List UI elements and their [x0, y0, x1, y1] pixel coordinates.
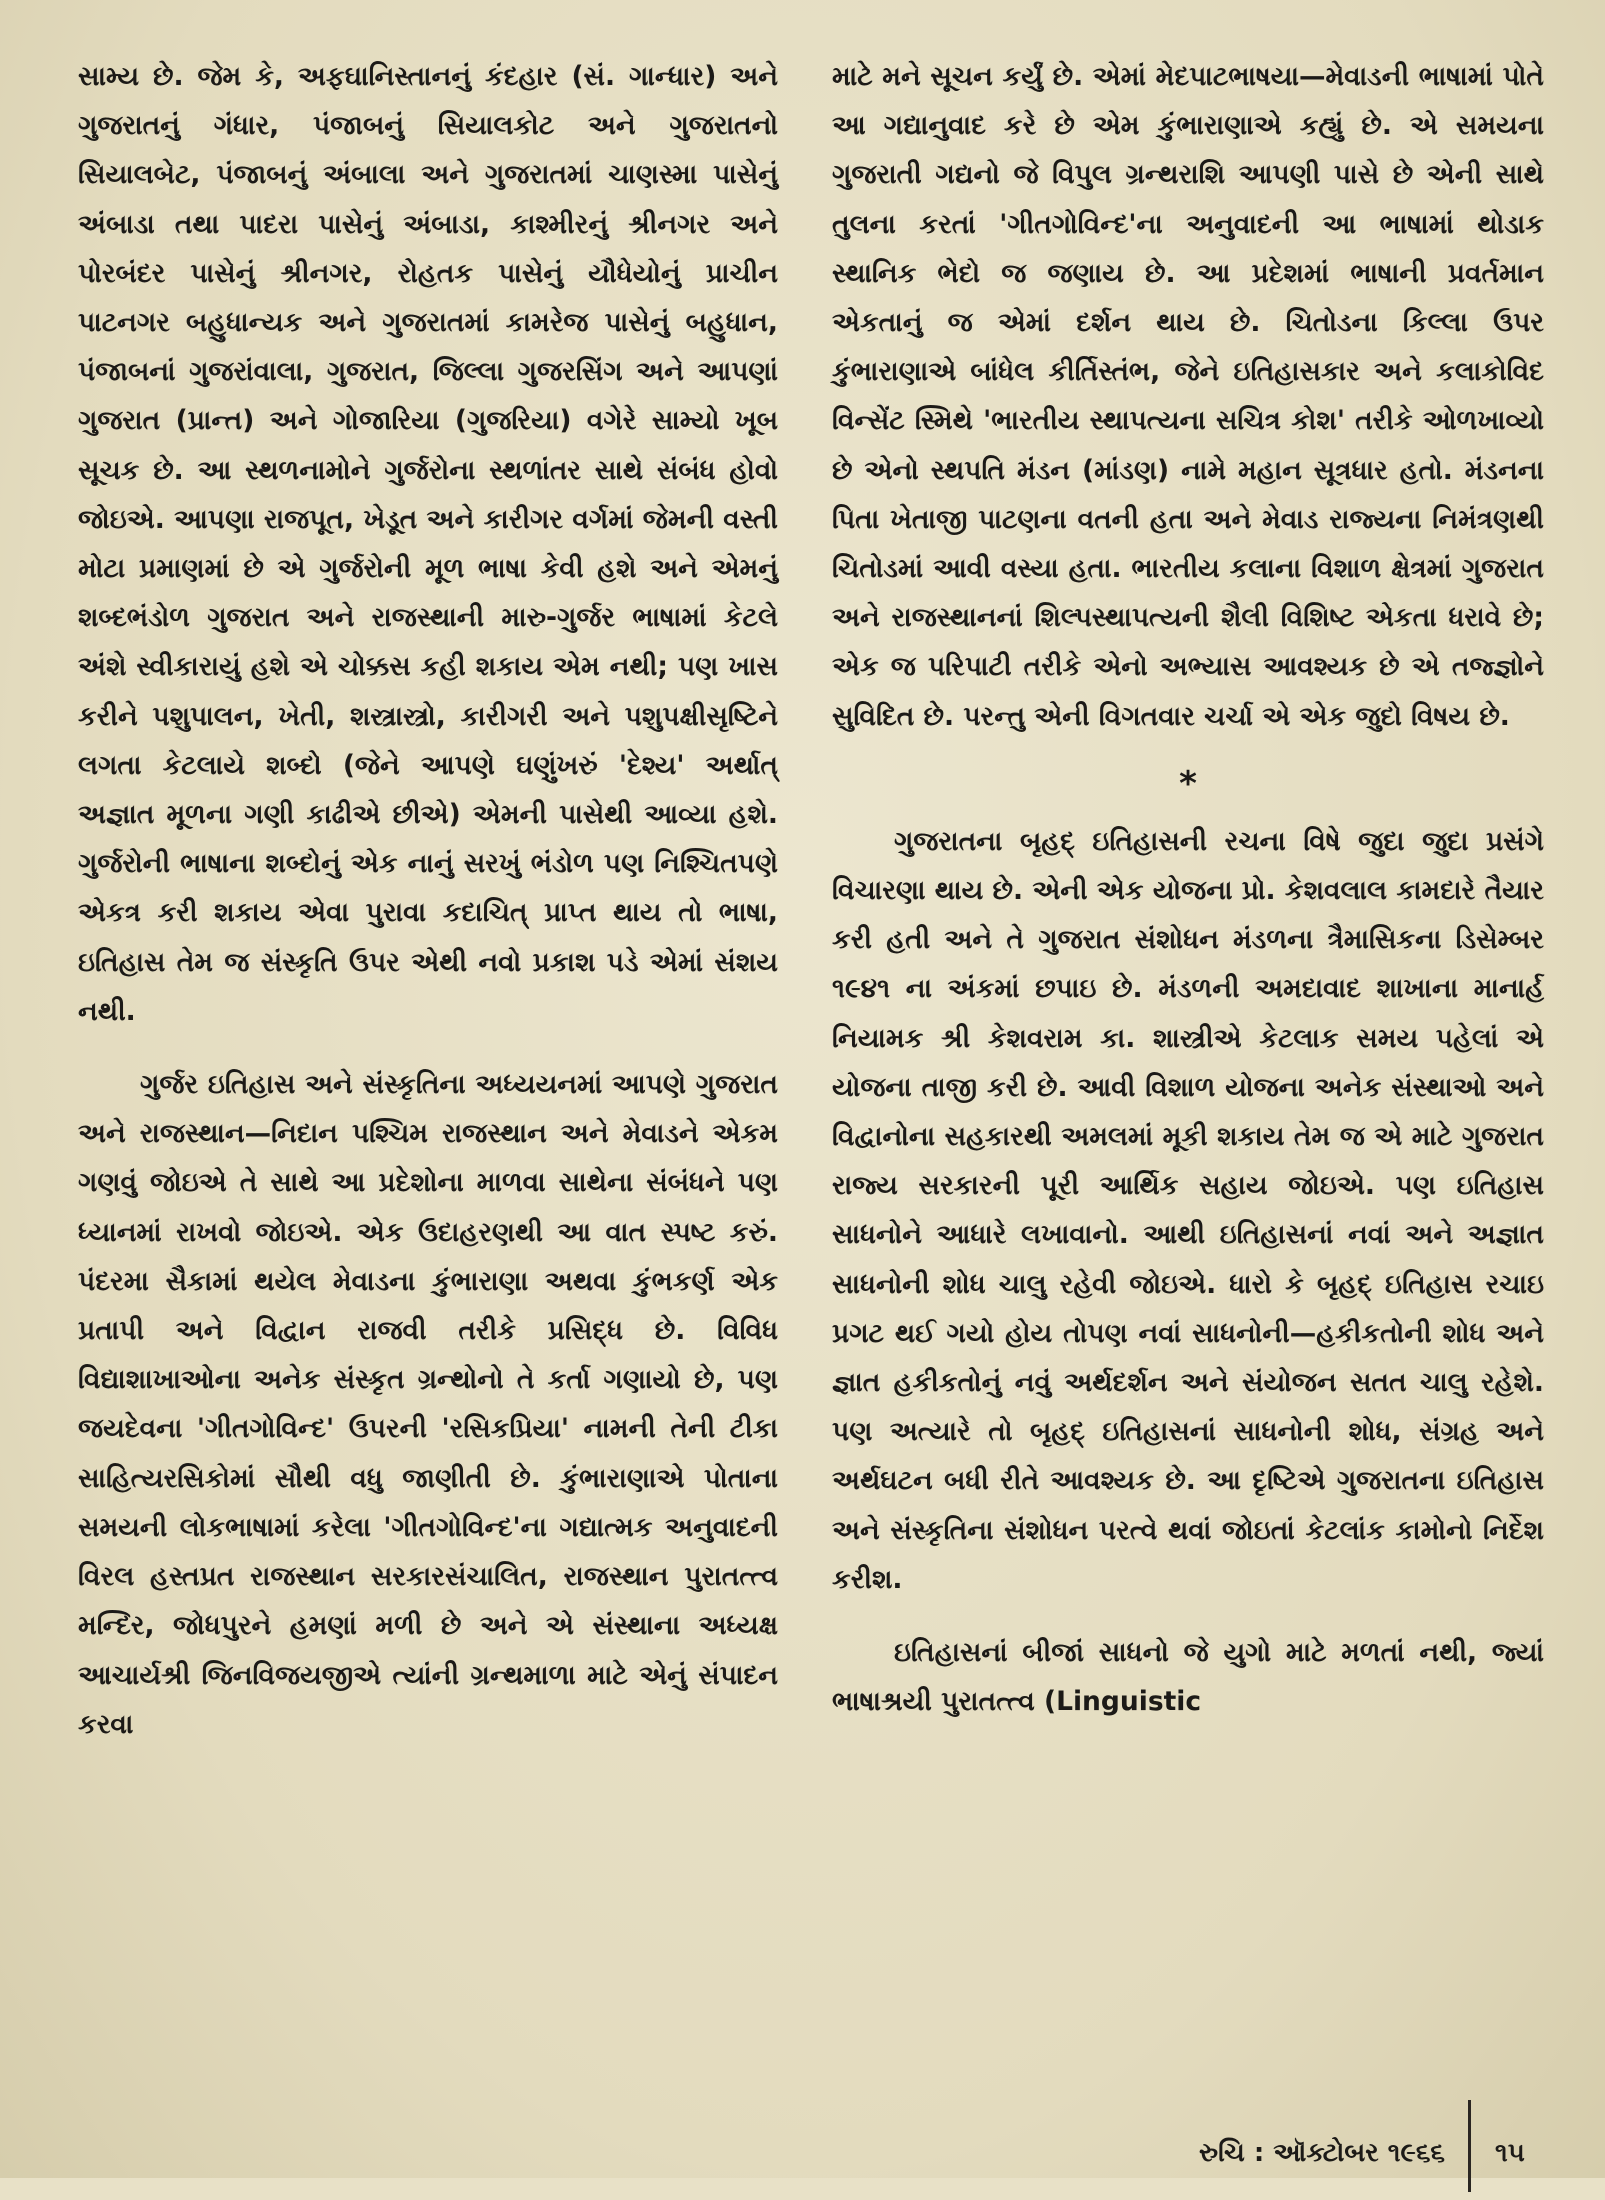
page-footer — [0, 2140, 1605, 2200]
right-column — [832, 52, 1544, 1727]
section-separator: * — [1179, 763, 1197, 804]
paragraph: સામ્ય છે. જેમ કે, અફઘાનિસ્તાનનું કંદહાર (સં. ગાન્ધાર) અને ગુજરાતનું ગંધાર, પંજાબનું સિયાલકોટ અને ગુજરાતનો સિયાલબેટ, પંજાબનું અંબાલા અને ગુજરાતમાં ચાણસ્મા પાસેનું અંબાડા તથા પાદરા પાસેનું અંબાડા, કાશ્મીરનું શ્રીનગર અને પોરબંદર પાસેનું શ્રીનગર, રોહતક પાસેનું યૌધેયોનું પ્રાચીન પાટનગર બહુધાન્યક અને ગુજરાતમાં કામરેજ પાસેનું બહુધાન, પંજાબનાં ગુજરાંવાલા, ગુજરાત, જિલ્લા ગુજરસિંગ અને આપણાં ગુજરાત (પ્રાન્ત) અને ગોજારિયા (ગુજરિયા) વગેરે સામ્યો ખૂબ સૂચક છે. આ સ્થળનામોને ગુર્જરોના સ્થળાંતર સાથે સંબંધ હોવો જોઇએ. આપણા રાજપૂત, ખેડૂત અને કારીગર વર્ગમાં જેમની વસ્તી મોટા પ્રમાણમાં છે એ ગુર્જરોની મૂળ ભાષા કેવી હશે અને એમનું શબ્દભંડોળ ગુજરાત અને રાજસ્થાની મારુ-ગુર્જર ભાષામાં કેટલે અંશે સ્વીકારાયું હશે એ ચોક્કસ કહી શકાય એમ નથી; પણ ખાસ કરીને પશુપાલન, ખેતી, શસ્ત્રાસ્ત્રો, કારીગરી અને પશુપક્ષીસૃષ્ટિને લગતા કેટલાયે શબ્દો (જેને આપણે ઘણુંખરું 'દેશ્ય' અર્થાત્ અજ્ઞાત મૂળના ગણી કાઢીએ છીએ) એમની પાસેથી આવ્યા હશે. ગુર્જરોની ભાષાના શબ્દોનું એક નાનું સરખું ભંડોળ પણ નિશ્ચિતપણે એકત્ર કરી શકાય એવા પુરાવા કદાચિત્ પ્રાપ્ત થાય તો ભાષા, ઇતિહાસ તેમ જ સંસ્કૃતિ ઉપર એથી નવો પ્રકાશ પડે એમાં સંશય નથી. — [78, 61, 778, 1027]
left-column — [78, 52, 778, 1749]
paragraph: ગુર્જર ઇતિહાસ અને સંસ્કૃતિના અધ્યયનમાં આપણે ગુજરાત અને રાજસ્થાન—નિદાન પશ્ચિમ રાજસ્થાન અને મેવાડને એકમ ગણવું જોઇએ તે સાથે આ પ્રદેશોના માળવા સાથેના સંબંધને પણ ધ્યાનમાં રાખવો જોઇએ. એક ઉદાહરણથી આ વાત સ્પષ્ટ કરું. પંદરમા સૈકામાં થયેલ મેવાડના કુંભારાણા અથવા કુંભકર્ણ એક પ્રતાપી અને વિદ્વાન રાજવી તરીકે પ્રસિદ્ધ છે. વિવિધ વિદ્યાશાખાઓના અનેક સંસ્કૃત ગ્રન્થોનો તે કર્તા ગણાયો છે, પણ જયદેવના 'ગીતગોવિન્દ' ઉપરની 'રસિકપ્રિયા' નામની તેની ટીકા સાહિત્યરસિકોમાં સૌથી વધુ જાણીતી છે. કુંભારાણાએ પોતાના સમયની લોકભાષામાં કરેલા 'ગીતગોવિન્દ'ના ગદ્યાત્મક અનુવાદની વિરલ હસ્તપ્રત રાજસ્થાન સરકારસંચાલિત, રાજસ્થાન પુરાતત્ત્વ મન્દિર, જોધપુરને હમણાં મળી છે અને એ સંસ્થાના અધ્યક્ષ આચાર્યશ્રી જિનવિજયજીએ ત્યાંની ગ્રન્થમાળા માટે એનું સંપાદન કરવા — [78, 1069, 778, 1740]
paragraph: ઇતિહાસનાં બીજાં સાધનો જે યુગો માટે મળતાં નથી, જ્યાં ભાષાશ્રયી પુરાતત્ત્વ (Linguistic — [832, 1637, 1544, 1718]
footer-publication: રુચિ : ઑક્ટોબર ૧૯૬૬ — [1199, 2138, 1445, 2168]
page-number: ૧૫ — [1495, 2138, 1525, 2168]
paragraph: માટે મને સૂચન કર્યું છે. એમાં મેદપાટભાષયા—મેવાડની ભાષામાં પોતે આ ગદ્યાનુવાદ કરે છે એમ કુંભારાણાએ કહ્યું છે. એ સમયના ગુજરાતી ગદ્યનો જે વિપુલ ગ્રન્થરાશિ આપણી પાસે છે એની સાથે તુલના કરતાં 'ગીતગોવિન્દ'ના અનુવાદની આ ભાષામાં થોડાક સ્થાનિક ભેદો જ જણાય છે. આ પ્રદેશમાં ભાષાની પ્રવર્તમાન એકતાનું જ એમાં દર્શન થાય છે. ચિતોડના કિલ્લા ઉપર કુંભારાણાએ બાંધેલ કીર્તિસ્તંભ, જેને ઇતિહાસકાર અને કલાકોવિદ વિન્સેંટ સ્મિથે 'ભારતીય સ્થાપત્યના સચિત્ર કોશ' તરીકે ઓળખાવ્યો છે એનો સ્થપતિ મંડન (માંડણ) નામે મહાન સૂત્રધાર હતો. મંડનના પિતા ખેતાજી પાટણના વતની હતા અને મેવાડ રાજ્યના નિમંત્રણથી ચિતોડમાં આવી વસ્યા હતા. ભારતીય કલાના વિશાળ ક્ષેત્રમાં ગુજરાત અને રાજસ્થાનનાં શિલ્પસ્થાપત્યની શૈલી વિશિષ્ટ એકતા ધરાવે છે; એક જ પરિપાટી તરીકે એનો અભ્યાસ આવશ્યક છે એ તજ્જ્ઞોને સુવિદિત છે. પરન્તુ એની વિગતવાર ચર્ચા એ એક જુદો વિષય છે. — [832, 61, 1544, 732]
paragraph: ગુજરાતના બૃહદ્ ઇતિહાસની રચના વિષે જુદા જુદા પ્રસંગે વિચારણા થાય છે. એની એક યોજના પ્રો. કેશવલાલ કામદારે તૈયાર કરી હતી અને તે ગુજરાત સંશોધન મંડળના ત્રૈમાસિકના ડિસેમ્બર ૧૯૪૧ ના અંકમાં છપાઇ છે. મંડળની અમદાવાદ શાખાના માનાર્હ નિયામક શ્રી કેશવરામ કા. શાસ્ત્રીએ કેટલાક સમય પહેલાં એ યોજના તાજી કરી છે. આવી વિશાળ યોજના અનેક સંસ્થાઓ અને વિદ્વાનોના સહકારથી અમલમાં મૂકી શકાય તેમ જ એ માટે ગુજરાત રાજ્ય સરકારની પૂરી આર્થિક સહાય જોઇએ. પણ ઇતિહાસ સાધનોને આધારે લખાવાનો. આથી ઇતિહાસનાં નવાં અને અજ્ઞાત સાધનોની શોધ ચાલુ રહેવી જોઇએ. ધારો કે બૃહદ્ ઇતિહાસ રચાઇ પ્રગટ થઈ ગયો હોય તોપણ નવાં સાધનોની—હકીકતોની શોધ અને જ્ઞાત હકીકતોનું નવું અર્થદર્શન અને સંયોજન સતત ચાલુ રહેશે. પણ અત્યારે તો બૃહદ્ ઇતિહાસનાં સાધનોની શોધ, સંગ્રહ અને અર્થઘટન બધી રીતે આવશ્યક છે. આ દૃષ્ટિએ ગુજરાતના ઇતિહાસ અને સંસ્કૃતિના સંશોધન પરત્વે થવાં જોઇતાં કેટલાંક કામોનો નિર્દેશ કરીશ. — [832, 825, 1544, 1595]
footer-divider — [1468, 2100, 1471, 2192]
